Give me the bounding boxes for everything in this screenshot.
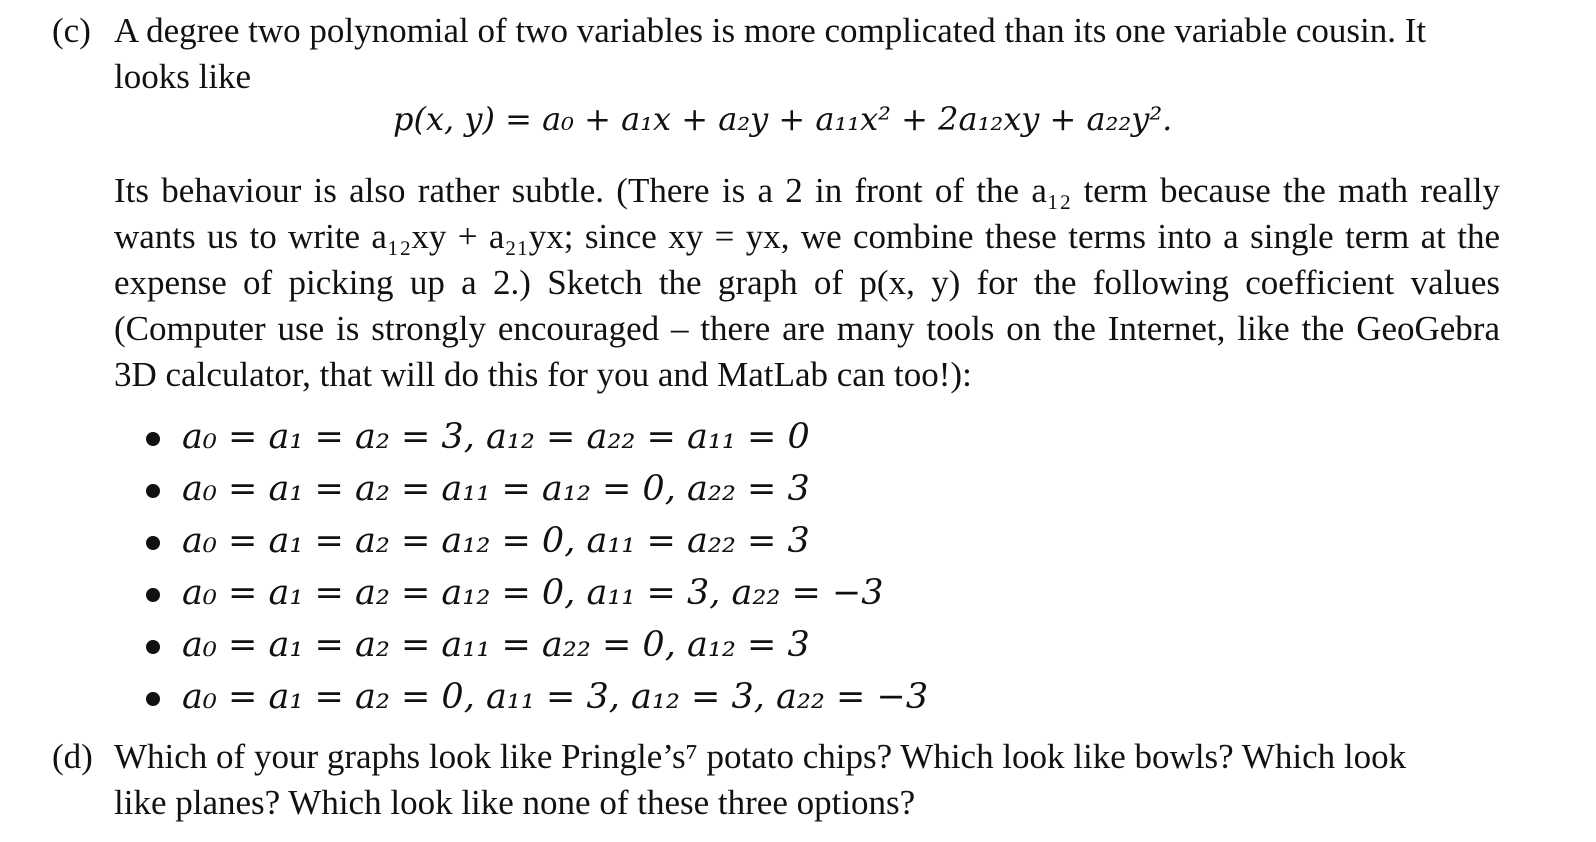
coefficient-values: a₀ = a₁ = a₂ = a₁₂ = 0, a₁₁ = 3, a₂₂ = −3 (182, 573, 884, 613)
bullet-dot (146, 536, 160, 550)
bullet-dot (146, 588, 160, 602)
part-d-line1: Which of your graphs look like Pringle’s⁷ potato chips? Which look like bowls? Which look (114, 737, 1407, 776)
coefficient-values: a₀ = a₁ = a₂ = a₁₂ = 0, a₁₁ = a₂₂ = 3 (182, 521, 810, 561)
part-c-intro-line1: A degree two polynomial of two variables is more complicated than its one variable cousin. It (114, 11, 1427, 50)
part-d (52, 734, 1552, 834)
part-c-intro-line2: looks like (114, 57, 252, 96)
part-d-line2: like planes? Which look like none of these three options? (114, 783, 916, 822)
bullet-dot (146, 640, 160, 654)
polynomial-equation (393, 96, 1172, 142)
part-c-label: (c) (52, 11, 91, 50)
equation-text: p(x, y) = a₀ + a₁x + a₂y + a₁₁x² + 2a₁₂xy + a₂₂y². (393, 100, 1173, 138)
coefficient-values: a₀ = a₁ = a₂ = a₁₁ = a₂₂ = 0, a₁₂ = 3 (182, 625, 810, 665)
bullet-dot (146, 484, 160, 498)
part-c-paragraph: Its behaviour is also rather subtle. (There is a 2 in front of the a₁₂ term because the math really wants us to write a₁₂xy + a₂₁yx; since xy = yx, we combine these terms into a single term at the expense of picking up a 2.) Sketch the graph of p(x, y) for the following coefficient values (Computer use is strongly encouraged – there are many tools on the Internet, like the GeoGebra 3D calculator, that will do this for you and MatLab can too!): (114, 171, 1500, 394)
coefficient-values: a₀ = a₁ = a₂ = a₁₁ = a₁₂ = 0, a₂₂ = 3 (182, 469, 810, 509)
bullet-dot (146, 432, 160, 446)
part-d-label: (d) (52, 737, 93, 776)
coefficient-values: a₀ = a₁ = a₂ = 3, a₁₂ = a₂₂ = a₁₁ = 0 (182, 417, 810, 457)
bullet-dot (146, 692, 160, 706)
coefficient-values: a₀ = a₁ = a₂ = 0, a₁₁ = 3, a₁₂ = 3, a₂₂ = −3 (182, 677, 929, 717)
